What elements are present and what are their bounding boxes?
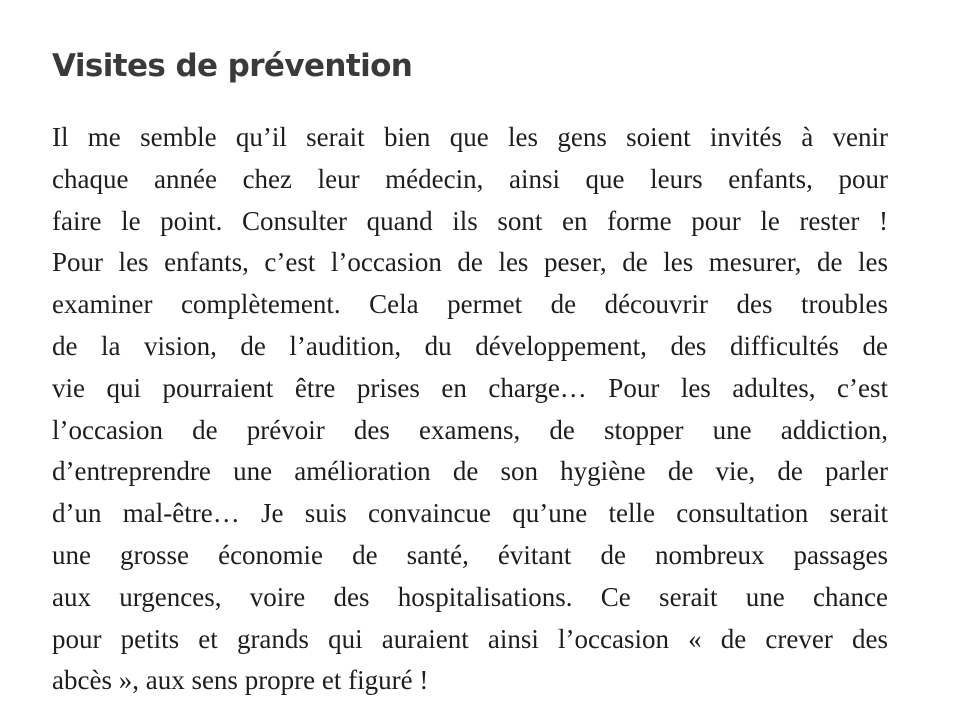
paragraph-line: aux urgences, voire des hospitalisations. Ce serait une chance	[52, 581, 888, 612]
paragraph-line: examiner complètement. Cela permet de découvrir des troubles	[52, 289, 888, 320]
paragraph-line: abcès », aux sens propre et figuré !	[52, 665, 429, 696]
paragraph-line: Pour les enfants, c’est l’occasion de les peser, de les mesurer, de les	[52, 247, 888, 278]
paragraph-line: l’occasion de prévoir des examens, de stopper une addiction,	[52, 414, 888, 445]
paragraph-line: faire le point. Consulter quand ils sont en forme pour le rester !	[52, 205, 888, 236]
section-heading: Visites de prévention	[52, 48, 413, 84]
body-paragraph	[52, 117, 888, 702]
paragraph-line: d’un mal-être… Je suis convaincue qu’une telle consultation serait	[52, 498, 888, 529]
paragraph-line: d’entreprendre une amélioration de son hygiène de vie, de parler	[52, 456, 888, 487]
paragraph-line: Il me semble qu’il serait bien que les gens soient invités à venir	[52, 122, 888, 152]
paragraph-line: pour petits et grands qui auraient ainsi l’occasion « de crever des	[52, 623, 888, 654]
paragraph-line: de la vision, de l’audition, du développement, des difficultés de	[52, 330, 888, 361]
paragraph-line: chaque année chez leur médecin, ainsi que leurs enfants, pour	[52, 163, 888, 194]
paragraph-line: vie qui pourraient être prises en charge… Pour les adultes, c’est	[52, 372, 888, 403]
paragraph-line: une grosse économie de santé, évitant de nombreux passages	[52, 539, 888, 570]
